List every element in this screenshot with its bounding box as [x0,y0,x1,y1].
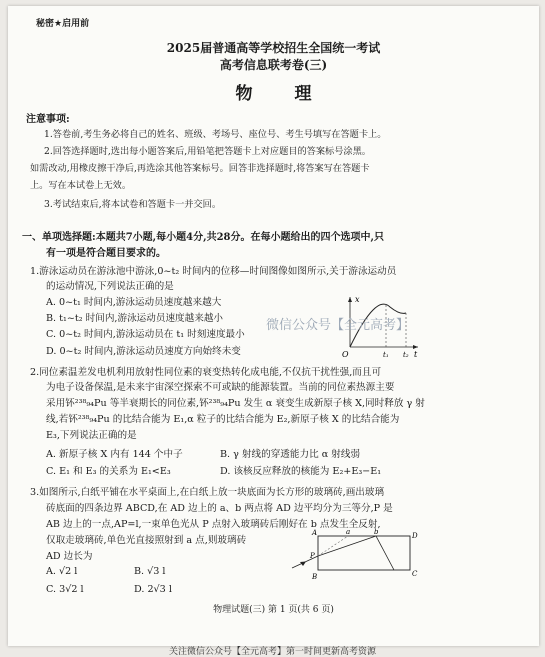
note-2: 2.回答选择题时,选出每小题答案后,用铅笔把答题卡上对应题目的答案标号涂黑。 [44,146,371,157]
page-footer: 物理试题(三) 第 1 页(共 6 页) [213,605,334,615]
t-axis-arrow [413,345,418,349]
q2-stem-4: 线,若钚²³⁸₉₄Pu 的比结合能为 E₁,α 粒子的比结合能为 E₂,新原子核 X 的比结合能为 [46,414,400,425]
label-b: b [374,528,379,536]
origin-label: O [342,350,349,359]
label-A: A [312,529,318,537]
q3-option-d: D. 2√3 l [134,584,172,595]
x-axis-label: x [355,295,360,304]
label-B: B [312,573,318,581]
q2-option-c: C. E₁ 和 E₃ 的关系为 E₁<E₃ [46,466,171,477]
extended-ray-to-a [318,536,348,556]
q1-stem: 1.游泳运动员在游泳池中游泳,0~t₂ 时间内的位移—时间图像如图所示,关于游泳运动员 [30,266,397,277]
q1-option-a: A. 0~t₁ 时间内,游泳运动员速度越来越大 [46,297,222,308]
label-a: a [346,528,351,536]
notes-header: 注意事项: [26,114,70,125]
q1-option-d: D. 0~t₂ 时间内,游泳运动员速度方向始终未变 [46,346,241,357]
bottom-banner: 关注微信公众号【全元高考】第一时间更新高考资源 [168,647,376,657]
q1-stem-cont: 的运动情况,下列说法正确的是 [46,281,174,292]
q3-glass-diagram [288,526,418,584]
q3-stem-5: AD 边长为 [46,551,93,562]
q2-stem-5: E₃,下列说法正确的是 [46,430,137,441]
t-axis-label: t [414,350,418,359]
t1-label: t₁ [383,351,389,359]
subject-title: 物 理 [235,84,330,104]
label-P: P [310,552,315,560]
confidential-label: 秘密★启用前 [36,19,90,29]
note-1: 1.答卷前,考生务必将自己的姓名、班级、考场号、座位号、考生号填写在答题卡上。 [44,129,387,140]
exam-page [8,6,539,646]
q2-option-a: A. 新原子核 X 内有 144 个中子 [46,449,183,460]
note-3: 3.考试结束后,将本试卷和答题卡一并交回。 [44,199,222,210]
q3-stem-3: AB 边上的一点,AP=l,一束单色光从 P 点射入玻璃砖后刚好在 b 点发生全反射, [46,519,381,530]
q2-stem-2: 为电子设备保温,是未来宇宙深空探索不可或缺的能源装置。当前的同位素热源主要 [46,382,395,393]
section-1-heading-cont: 有一项是符合题目要求的。 [46,248,166,259]
watermark: 微信公众号【全元高考】 [266,318,410,333]
q3-option-a: A. √2 l [46,566,78,577]
q2-stem-3: 采用钚²³⁸₉₄Pu 等半衰期长的同位素,钚²³⁸₉₄Pu 发生 α 衰变生成新原子核 X,同时释放 γ 射 [46,398,425,409]
q3-option-c: C. 3√2 l [46,584,84,595]
exam-title: 2025届普通高等学校招生全国统一考试 [166,41,381,55]
q3-stem-4: 仅取走玻璃砖,单色光直接照射到 a 点,则玻璃砖 [46,535,247,546]
reflected-ray [376,536,394,570]
q2-option-d: D. 该核反应释放的核能为 E₂+E₃−E₁ [220,466,382,477]
exam-subtitle: 高考信息联考卷(三) [219,58,328,72]
glass-block-abcd [318,536,410,570]
note-2-cont: 如需改动,用橡皮擦干净后,再选涂其他答案标号。回答非选择题时,将答案写在答题卡 [30,163,370,174]
section-1-heading: 一、单项选择题:本题共7小题,每小题4分,共28分。在每小题给出的四个选项中,只 [22,232,384,243]
q1-option-c: C. 0~t₂ 时间内,游泳运动员在 t₁ 时刻速度最小 [46,329,245,340]
q1-option-b: B. t₁~t₂ 时间内,游泳运动员速度越来越小 [46,313,224,324]
note-2-end: 上。写在本试卷上无效。 [30,180,132,191]
q3-stem: 3.如图所示,白纸平铺在水平桌面上,在白纸上放一块底面为长方形的玻璃砖,画出玻璃 [30,487,385,498]
q3-option-b: B. √3 l [134,566,166,577]
label-C: C [412,570,418,578]
label-D: D [412,532,418,540]
q2-stem: 2.同位素温差发电机利用放射性同位素的衰变热转化成电能,不仅抗干扰性强,而且可 [30,367,382,378]
q3-stem-2: 砖底面的四条边界 ABCD,在 AD 边上的 a、b 两点将 AD 边平均分为三等分,P 是 [46,503,393,514]
t2-label: t₂ [403,351,409,359]
x-axis-arrow [348,297,352,302]
refracted-ray [318,536,376,556]
q2-option-b: B. γ 射线的穿透能力比 α 射线弱 [220,449,361,460]
